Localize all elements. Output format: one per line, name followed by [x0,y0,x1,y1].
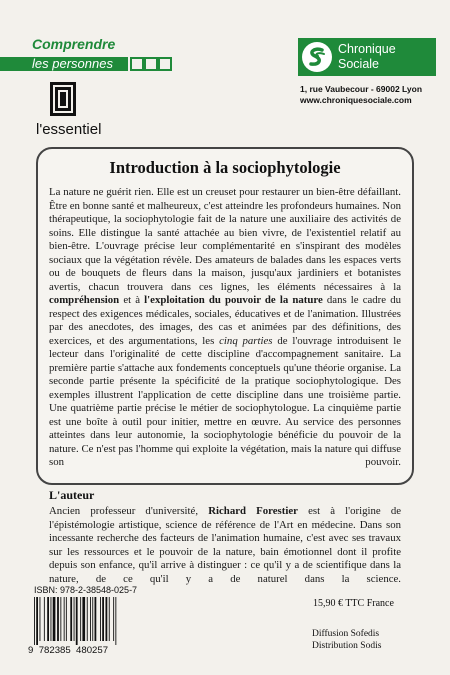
nested-squares-logo-icon [50,82,76,116]
publisher-address-line1: 1, rue Vaubecour - 69002 Lyon [300,84,423,94]
publisher-name [338,42,396,72]
publisher-name-line1: Chronique [338,42,396,56]
summary-text [49,186,401,470]
series-square-3 [158,57,172,71]
author-heading: L'auteur [49,488,95,502]
collection-name: l'essentiel [36,121,102,138]
summary-italic-parts: cinq parties [219,334,273,347]
barcode-group2: 480257 [76,645,109,656]
publisher-address [300,84,422,106]
series-square-2 [144,57,158,71]
summary-rest: de l'ouvrage introduisent le lecteur dans l'originalité de cette discipline d'accompagnement sanitaire. La première partie s'attache aux fondements conceptuels qu'une théorie organise. La seconde partie présente la spécificité de la pratique sociophytologique. Des exemples illustrent l'application de cette discipline dans une troisième partie. Une quatrième partie précise le métier de sociophytologue. La cinquième partie est une boîte à outil pour initier, mettre en œuvre. Au service des personnes atteintes dans leur autonomie, la sociophytologie bénéficie du pouvoir de la nature. Ce n'est pas l'homme qui exploite la végétation, mais la nature qui diffuse son pouvoir. [49,334,402,468]
author-bio [49,505,401,586]
author-name: Richard Forestier [208,505,298,517]
distribution-line1: Diffusion Sofedis [312,629,380,639]
barcode-lead-digit: 9 [28,645,34,656]
barcode-group1: 782385 [38,645,71,656]
series-square-1 [130,57,144,71]
series-subtitle: les personnes [32,56,113,71]
chronique-sociale-logo-icon [302,42,332,72]
isbn-label: ISBN: 978-2-38548-025-7 [34,585,138,595]
summary-middle: dans le cadre du respect des exigences médicales, sociales, éducatives et de l'animation. Illustrées par des anecdotes, des images, des cas et animées par des définitions, des exercices, et des argumentations, les [49,294,401,347]
barcode-digits [28,645,108,656]
price-label: 15,90 € TTC France [313,598,394,609]
summary-connector: et à [123,294,141,306]
summary-bold-exploitation: l'exploitation du pouvoir de la nature [144,294,323,306]
publisher-name-line2: Sociale [338,57,379,71]
barcode-icon [32,597,150,647]
publisher-badge [298,38,436,76]
series-title: Comprendre [32,36,116,52]
distribution-info [312,628,381,652]
summary-intro: La nature ne guérit rien. Elle est un creuset pour restaurer un bien-être défaillant. Être en bonne santé et malheureux, c'est atteindre les profondeurs humaines. Non thérapeutique, la sociophytologie fait de la nature une auxiliaire des activités de soins. Elle distingue la santé attachée au bien vivre, de l'existentiel relatif au bien-être. L'ouvrage précise leur complémentarité en s'inspirant des modèles sociaux que la végétation révèle. Des amateurs de balades dans les espaces verts ou de bouquets de fleurs dans la maison, jusqu'aux jardiniers et botanistes avertis, chacun trouvera dans ces lignes, les éléments nécessaires à la [49,186,401,293]
author-intro: Ancien professeur d'université, [49,505,199,517]
publisher-website: www.chroniquesociale.com [300,95,412,105]
author-bio-text: est à l'origine de l'épistémologie artistique, science de référence de l'Art en médecine. Dans son incessante recherche des facteurs de l'animation humaine, c'est avec ses travaux sur les ressources et le pouvoir de la nature, bain émotionnel dont il profite depuis son enfance, qu'il arrive à distinguer : ce qu'il y a de scientifique dans la nature, de ce qu'il y a de naturel dans la science. [49,505,402,585]
distribution-line2: Distribution Sodis [312,641,382,651]
summary-bold-comprehension: compréhension [49,294,120,306]
book-title: Introduction à la sociophytologie [109,158,341,177]
